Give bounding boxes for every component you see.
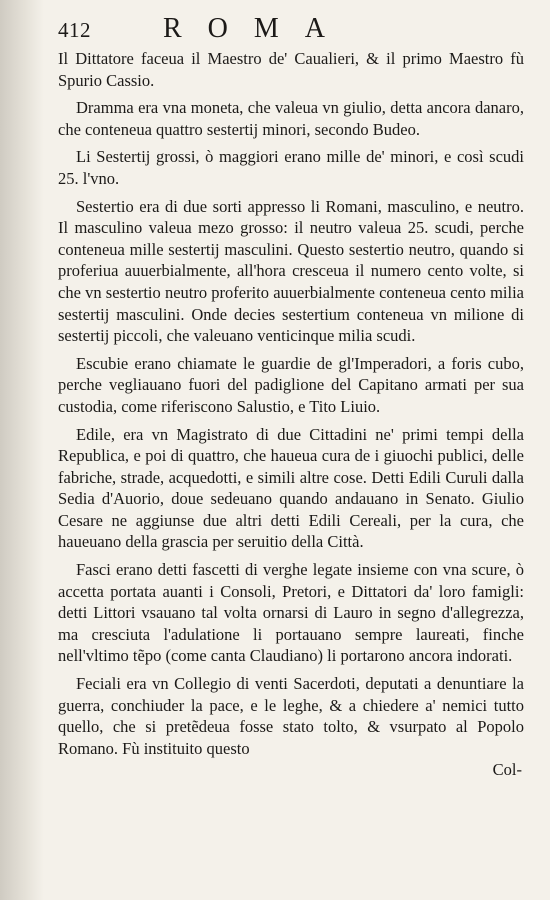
- entries: [58, 48, 524, 759]
- entry-dramma: Dramma era vna moneta, che valeua vn giulio, detta ancora danaro, che conteneua quattro sestertij minori, secondo Budeo.: [58, 98, 524, 139]
- entry-sestertij-grossi: Li Sestertij grossi, ò maggiori erano mille de' minori, e così scudi 25. l'vno.: [58, 147, 524, 188]
- page-header: [58, 14, 524, 44]
- entry-edile: Edile, era vn Magistrato di due Cittadini ne' primi tempi della Republica, e poi di quattro, che haueua cura de i giuochi publici, delle fabriche, strade, acquedotti, e simili altre cose. Detti Edili Curuli dalla Sedia d'Auorio, doue sedeuano quando andauano in Senato. Giulio Cesare ne aggiunse due altri detti Edili Cereali, per la cura, che haueuano della grascia per seruitio della Città.: [58, 424, 524, 552]
- entry-sestertio: Sestertio era di due sorti appresso li Romani, masculino, e neutro. Il masculino valeua mezo grosso: il neutro valeua 25. scudi, perche conteneua mille sestertij masculini. Questo sestertio neutro, quando si proferiua auuerbialmente, all'hora cresceua il numero cento volte, si che vn sestertio neutro proferito auuerbialmente conteneua cento milia sestertij masculini. Onde decies sestertium conteneua vn milione di sestertij piccoli, che valeuano venticinque milia scudi.: [58, 196, 524, 346]
- gutter-shadow: [0, 0, 44, 900]
- page-number: 412: [58, 18, 91, 42]
- entry-fasci: Fasci erano detti fascetti di verghe legate insieme con vna scure, ò accetta portata auanti i Consoli, Pretori, e Dittatori da' loro famigli: detti Littori vsauano tal volta ornarsi di Lauro in segno d'allegrezza, ma cresciuta l'adulatione li portauano sempre laureati, finche nell'vltimo tẽpo (come canta Claudiano) li portarono ancora indorati.: [58, 560, 524, 666]
- entry-dittatore: Il Dittatore faceua il Maestro de' Caualieri, & il primo Maestro fù Spurio Cassio.: [58, 49, 524, 90]
- entry-feciali: Feciali era vn Collegio di venti Sacerdoti, deputati a denuntiare la guerra, conchiuder la pace, e le leghe, & a chiedere a' nemici tutto quello, che si pretẽdeua fosse stato tolto, & vsurpato al Popolo Romano. Fù instituito questo: [58, 674, 524, 758]
- running-head: ROMA: [163, 13, 352, 44]
- catchword: Col-: [492, 760, 522, 780]
- entry-escubie: Escubie erano chiamate le guardie de gl'Imperadori, a foris cubo, perche vegliauano fuori del padiglione del Capitano armati per sua custodia, come riferiscono Salustio, e Tito Liuio.: [58, 353, 524, 416]
